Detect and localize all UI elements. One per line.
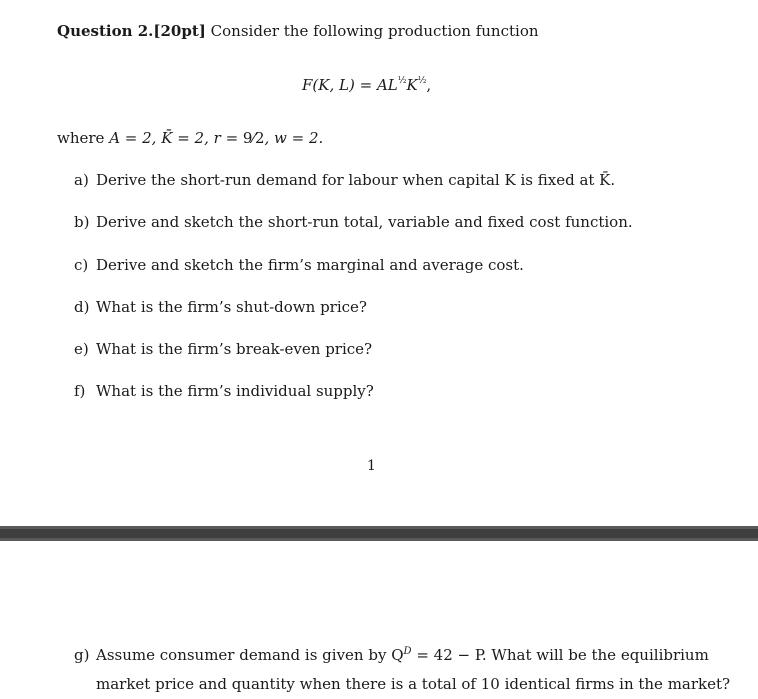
- formula-equals: =: [354, 76, 377, 94]
- item-text: What is the firm’s break-even price?: [96, 340, 373, 358]
- item-text: What is the firm’s individual supply?: [96, 382, 374, 400]
- formula-al: AL: [376, 76, 398, 94]
- question-label: Question 2.: [57, 22, 154, 40]
- formula-k: K: [406, 76, 418, 94]
- list-item: [74, 298, 367, 316]
- item-text: Derive the short-run demand for labour when capital K is fixed at K̄.: [96, 171, 616, 189]
- question-intro: Consider the following production function: [210, 22, 539, 40]
- item-text: What is the firm’s shut-down price?: [96, 298, 367, 316]
- item-g-line1b: = 42 − P. What will be the equilibrium: [411, 646, 709, 664]
- list-item: [74, 382, 374, 400]
- formula-exp-k: ½: [417, 76, 427, 86]
- page-number: 1: [367, 458, 376, 474]
- item-label: g): [74, 646, 90, 664]
- param-r: r =: [213, 129, 243, 147]
- list-item: [74, 256, 524, 274]
- formula-lhs: F(K, L): [302, 76, 355, 94]
- item-g-line2: market price and quantity when there is a total of 10 identical firms in the market?: [96, 675, 731, 693]
- params-where: where: [57, 129, 110, 147]
- formula-exp-l: ½: [397, 76, 407, 86]
- list-item: [74, 213, 633, 231]
- item-label: b): [74, 213, 90, 231]
- page-break-divider-inner: [0, 529, 758, 538]
- item-label: c): [74, 256, 89, 274]
- item-label: f): [74, 382, 86, 400]
- item-label: e): [74, 340, 89, 358]
- item-g-superscript: D: [403, 646, 412, 657]
- list-item-g: [74, 637, 731, 699]
- parameter-values: [57, 129, 323, 147]
- question-points: [20pt]: [153, 22, 206, 40]
- question-heading: [57, 22, 539, 40]
- page-break-divider: [0, 526, 758, 541]
- production-function-formula: [302, 76, 431, 94]
- item-label: a): [74, 171, 89, 189]
- list-item: [74, 171, 615, 189]
- item-g-line1a: Assume consumer demand is given by Q: [96, 646, 404, 664]
- param-r-value: 9⁄2: [242, 129, 265, 147]
- item-text: Derive and sketch the short-run total, variable and fixed cost function.: [96, 213, 633, 231]
- param-w: , w = 2.: [264, 129, 324, 147]
- param-kbar: K̄ = 2,: [161, 129, 214, 147]
- item-text: Derive and sketch the firm’s marginal and average cost.: [96, 256, 524, 274]
- formula-tail: ,: [426, 76, 432, 94]
- param-a: A = 2,: [109, 129, 162, 147]
- item-label: d): [74, 298, 90, 316]
- list-item: [74, 340, 372, 358]
